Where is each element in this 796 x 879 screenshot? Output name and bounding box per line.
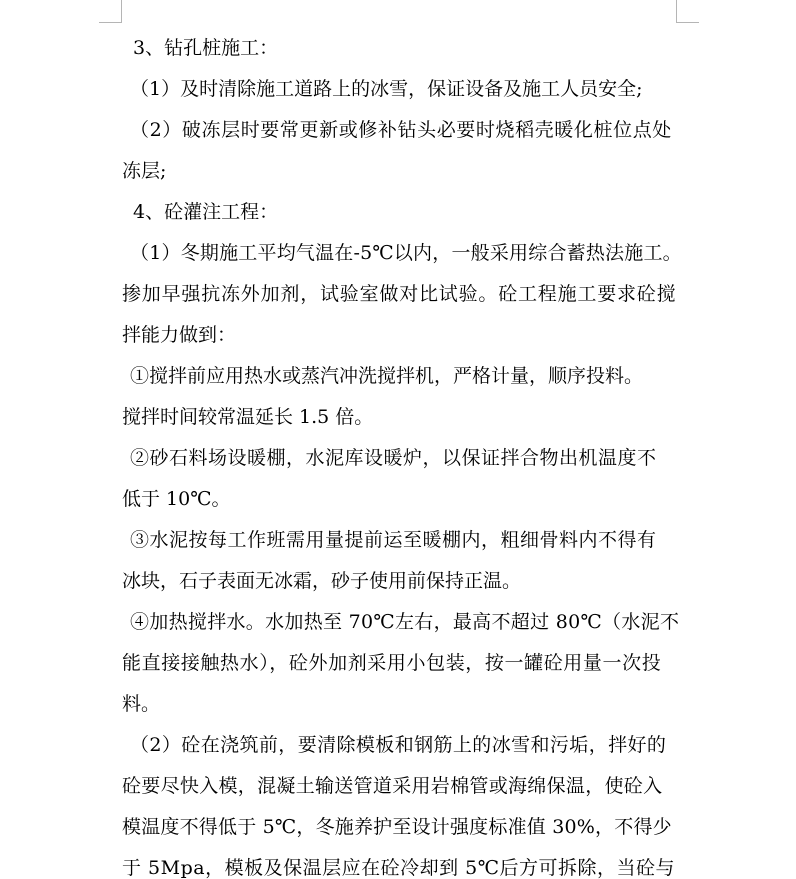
list-item-line: 冰块，石子表面无冰霜，砂子使用前保持正温。 <box>122 570 522 592</box>
left-margin-crop-mark <box>99 0 122 23</box>
list-item-line: ④加热搅拌水。水加热至 70℃左右，最高不超过 80℃（水泥不 <box>130 611 680 633</box>
section-heading-drilled-piles: 3、钻孔桩施工： <box>133 37 279 59</box>
list-item-line: 低于 10℃。 <box>122 488 231 510</box>
paragraph-line: 砼要尽快入模，混凝土输送管道采用岩棉管或海绵保温，使砼入 <box>122 775 663 797</box>
paragraph-line: 拌能力做到： <box>122 324 237 346</box>
paragraph-line: 模温度不得低于 5℃，冬施养护至设计强度标准值 30%，不得少 <box>122 816 672 838</box>
paragraph-line: 冻层; <box>122 160 167 182</box>
list-item-line: ①搅拌前应用热水或蒸汽冲洗搅拌机，严格计量，顺序投料。 <box>130 365 644 387</box>
paragraph-line: （1）及时清除施工道路上的冰雪，保证设备及施工人员安全; <box>130 78 643 100</box>
paragraph-line-cut-off: 于 5Mpa，模板及保温层应在砼冷却到 5℃后方可拆除，当砼与 <box>122 857 675 879</box>
list-item-line: 搅拌时间较常温延长 1.5 倍。 <box>122 406 374 428</box>
list-item-line: ③水泥按每工作班需用量提前运至暖棚内，粗细骨料内不得有 <box>130 529 657 551</box>
list-item-line: 料。 <box>122 693 161 715</box>
list-item-line: ②砂石料场设暖棚，水泥库设暖炉，以保证拌合物出机温度不 <box>130 447 657 469</box>
section-heading-concrete-pouring: 4、砼灌注工程： <box>133 201 279 223</box>
paragraph-line: 掺加早强抗冻外加剂，试验室做对比试验。砼工程施工要求砼搅 <box>122 283 677 305</box>
list-item-line: 能直接接触热水），砼外加剂采用小包装，按一罐砼用量一次投 <box>122 652 662 674</box>
paragraph-line: （1）冬期施工平均气温在-5℃以内，一般采用综合蓄热法施工。 <box>130 242 682 264</box>
paragraph-line: （2）砼在浇筑前，要清除模板和钢筋上的冰雪和污垢，拌好的 <box>130 734 667 756</box>
paragraph-line: （2）破冻层时要常更新或修补钻头必要时烧稻壳暖化桩位点处 <box>130 119 672 141</box>
right-margin-crop-mark <box>676 0 699 23</box>
